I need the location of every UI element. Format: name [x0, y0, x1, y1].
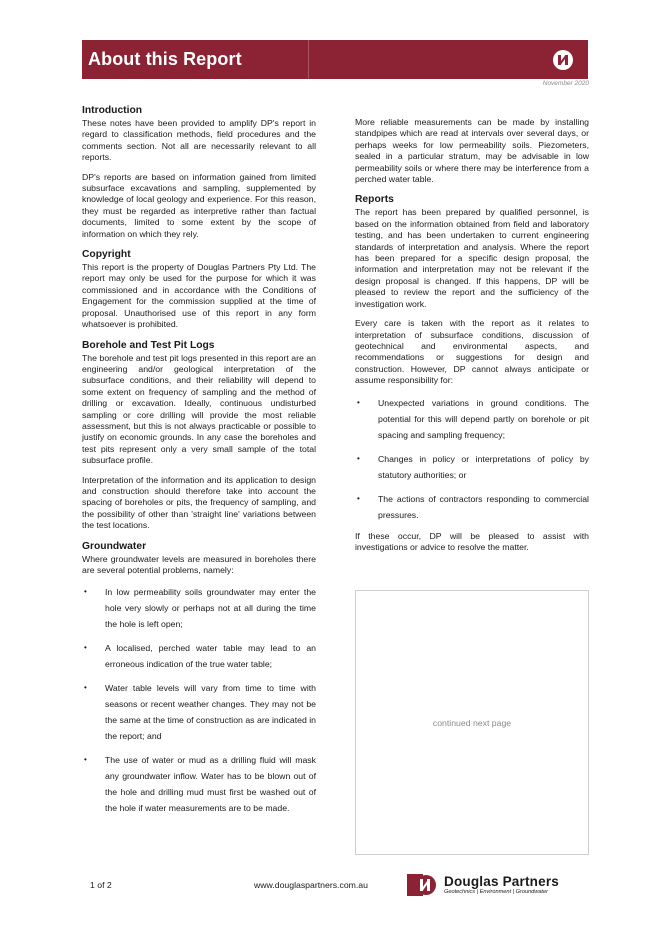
report-date: November 2020 [542, 80, 589, 87]
section-groundwater [82, 540, 316, 817]
list-item: • A localised, perched water table may lead to an erroneous indication of the true water table; [82, 640, 316, 672]
groundwater-bullet-list [82, 584, 316, 816]
paragraph: Where groundwater levels are measured in boreholes there are several potential problems, namely: [82, 553, 316, 575]
paragraph: This report is the property of Douglas Partners Pty Ltd. The report may only be used for the purpose for which it was commissioned and in accordance with the Conditions of Engagement for the commission supplied at the time of proposal. Unauthorised use of this report in any form whatsoever is prohibited. [82, 262, 316, 330]
paragraph: More reliable measurements can be made by installing standpipes which are read at intervals over several days, or perhaps weeks for low permeability soils. Piezometers, sealed in a particular stratum, may be advisable in low permeability soils or where there may be interference from a perched water table. [355, 117, 589, 185]
logo-tagline: Geotechnics | Environment | Groundwater [444, 889, 548, 895]
website-link[interactable]: www.douglaspartners.com.au [254, 880, 368, 890]
continued-box [355, 590, 589, 855]
section-reports [355, 193, 589, 553]
page-number: 1 of 2 [90, 880, 112, 890]
section-logs [82, 339, 316, 532]
list-item: • Unexpected variations in ground conditions. The potential for this will depend partly on borehole or pit spacing and sampling frequency; [355, 395, 589, 443]
logo-name: Douglas Partners [444, 874, 559, 889]
heading-introduction: Introduction [82, 105, 143, 116]
footer-logo [407, 874, 585, 896]
page-title: About this Report [88, 49, 242, 69]
heading-reports: Reports [355, 194, 394, 206]
list-item: • Changes in policy or interpretations of policy by statutory authorities; or [355, 451, 589, 483]
section-copyright [82, 248, 316, 330]
dp-logo-icon [552, 49, 574, 71]
right-column [355, 117, 589, 561]
list-item: • In low permeability soils groundwater may enter the hole very slowly or perhaps not at all during the time the hole is left open; [82, 584, 316, 632]
reports-bullet-list [355, 395, 589, 523]
paragraph: DP's reports are based on information gained from limited subsurface excavations and sampling, supplemented by knowledge of local geology and experience. For this reason, they must be regarded as interpretive rather than factual documents, limited to some extent by the scope of information on which they rely. [82, 171, 316, 239]
paragraph: Every care is taken with the report as it relates to interpretation of subsurface conditions, discussion of geotechnical and environmental aspects, and recommendations or suggestions for design and construction. However, DP cannot always anticipate or assume responsibility for: [355, 318, 589, 386]
paragraph: The report has been prepared by qualified personnel, is based on the information obtained from field and laboratory testing, and has been undertaken to current engineering standards of interpretation and analysis. Where the report has been prepared for a specific design proposal, the information and interpretation may not be relevant if the design proposal is changed. If this happens, DP will be pleased to review the report and the sufficiency of the investigation work. [355, 207, 589, 309]
list-item: • The actions of contractors responding to commercial pressures. [355, 491, 589, 523]
douglas-partners-logo-icon [407, 874, 440, 896]
heading-groundwater: Groundwater [82, 540, 147, 552]
banner-divider [308, 40, 309, 79]
left-column [82, 104, 316, 824]
paragraph: The borehole and test pit logs presented in this report are an engineering and/or geological interpretation of the subsurface conditions, and their reliability will depend to some extent on frequency of sampling and the method of drilling or excavation. Ideally, continuous undisturbed sampling or core drilling will provide the most reliable assessment, but this is not always practicable or possible to justify on economic grounds. In any case the boreholes and test pits represent only a very small sample of the total subsurface profile. [82, 352, 316, 466]
list-item: • Water table levels will vary from time to time with seasons or recent weather changes. They may not be the same at the time of construction as are indicated in the report; and [82, 680, 316, 744]
section-introduction [82, 104, 316, 240]
heading-logs: Borehole and Test Pit Logs [82, 339, 215, 351]
paragraph: If these occur, DP will be pleased to assist with investigations or advice to resolve the matter. [355, 530, 589, 552]
title-banner [82, 40, 588, 79]
heading-copyright: Copyright [82, 249, 131, 261]
paragraph: Interpretation of the information and its application to design and construction should therefore take into account the spacing of boreholes or pits, the frequency of sampling, and the possibility of other than 'straight line' variations between the test locations. [82, 474, 316, 531]
list-item: • The use of water or mud as a drilling fluid will mask any groundwater inflow. Water has to be blown out of the hole and drilling mud must first be washed out of the hole if water measurements are to be made. [82, 752, 316, 816]
paragraph: These notes have been provided to amplify DP's report in regard to classification methods, field procedures and the comments section. Not all are necessarily relevant to all reports. [82, 118, 316, 163]
continued-next-page: continued next page [432, 718, 512, 728]
